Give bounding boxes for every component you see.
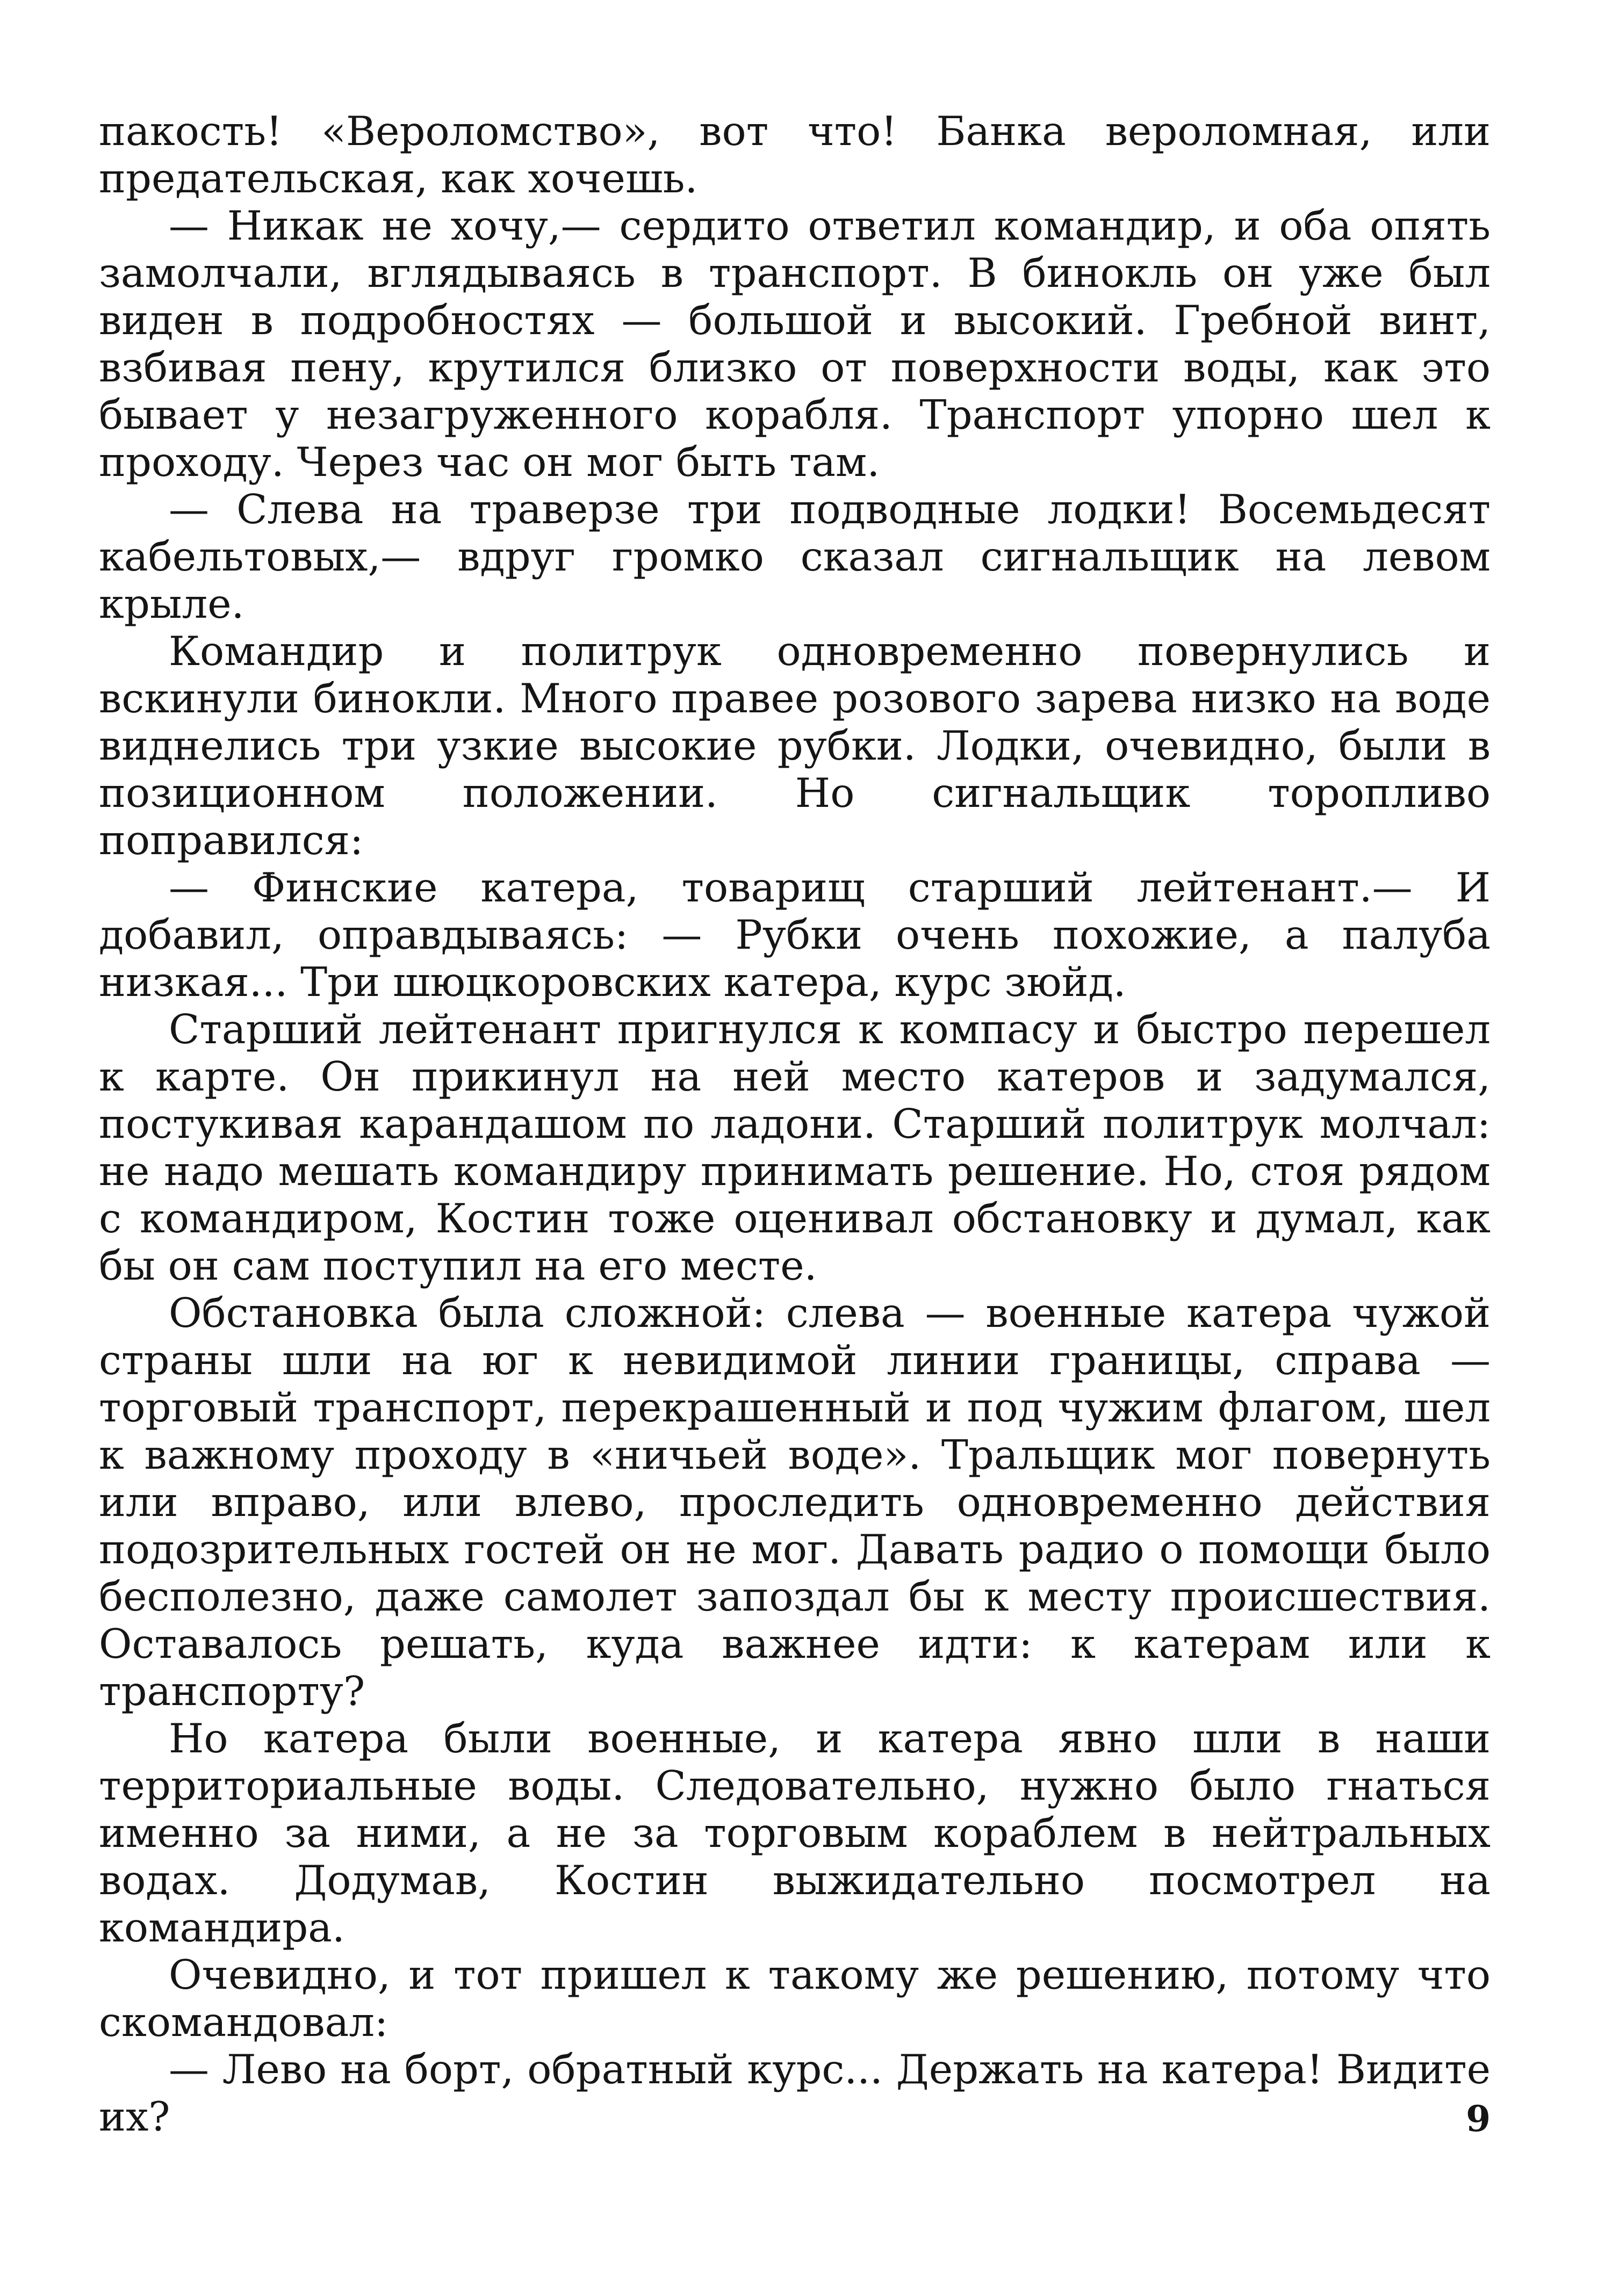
paragraph-10: — Лево на борт, обратный курс... Держать на катера! Видите их? xyxy=(99,2046,1491,2140)
paragraph-9: Очевидно, и тот пришел к такому же решению, потому что скомандовал: xyxy=(99,1951,1491,2046)
paragraph-3: — Слева на траверзе три подводные лодки! Восемьдесят кабельтовых,— вдруг громко сказал сигнальщик на левом крыле. xyxy=(99,486,1491,627)
paragraph-8: Но катера были военные, и катера явно шли в наши территориальные воды. Следовательно, нужно было гнаться именно за ними, а не за торговым кораблем в нейтральных водах. Додумав, Костин выжидательно посмотрел на командира. xyxy=(99,1715,1491,1951)
paragraph-2: — Никак не хочу,— сердито ответил командир, и оба опять замолчали, вглядываясь в транспорт. В бинокль он уже был виден в подробностях — большой и высокий. Гребной винт, взбивая пену, крутился близко от поверхности воды, как это бывает у незагруженного корабля. Транспорт упорно шел к проходу. Через час он мог быть там. xyxy=(99,202,1491,486)
paragraph-7: Обстановка была сложной: слева — военные катера чужой страны шли на юг к невидимой линии границы, справа — торговый транспорт, перекрашенный и под чужим флагом, шел к важному проходу в «ничьей воде». Тральщик мог повернуть или вправо, или влево, проследить одновременно действия подозрительных гостей он не мог. Давать радио о помощи было бесполезно, даже самолет запоздал бы к месту происшествия. Оставалось решать, куда важнее идти: к катерам или к транспорту? xyxy=(99,1289,1491,1715)
page-number: 9 xyxy=(1466,2098,1491,2140)
paragraph-1: пакость! «Вероломство», вот что! Банка вероломная, или предательская, как хочешь. xyxy=(99,107,1491,202)
paragraph-4: Командир и политрук одновременно повернулись и вскинули бинокли. Много правее розового зарева низко на воде виднелись три узкие высокие рубки. Лодки, очевидно, были в позиционном положении. Но сигнальщик торопливо поправился: xyxy=(99,627,1491,864)
paragraph-6: Старший лейтенант пригнулся к компасу и быстро перешел к карте. Он прикинул на ней место катеров и задумался, постукивая карандашом по ладони. Старший политрук молчал: не надо мешать командиру принимать решение. Но, стоя рядом с командиром, Костин тоже оценивал обстановку и думал, как бы он сам поступил на его месте. xyxy=(99,1006,1491,1289)
paragraph-5: — Финские катера, товарищ старший лейтенант.— И добавил, оправдываясь: — Рубки очень похожие, а палуба низкая... Три шюцкоровских катера, курс зюйд. xyxy=(99,864,1491,1006)
page-body xyxy=(99,107,1491,2140)
